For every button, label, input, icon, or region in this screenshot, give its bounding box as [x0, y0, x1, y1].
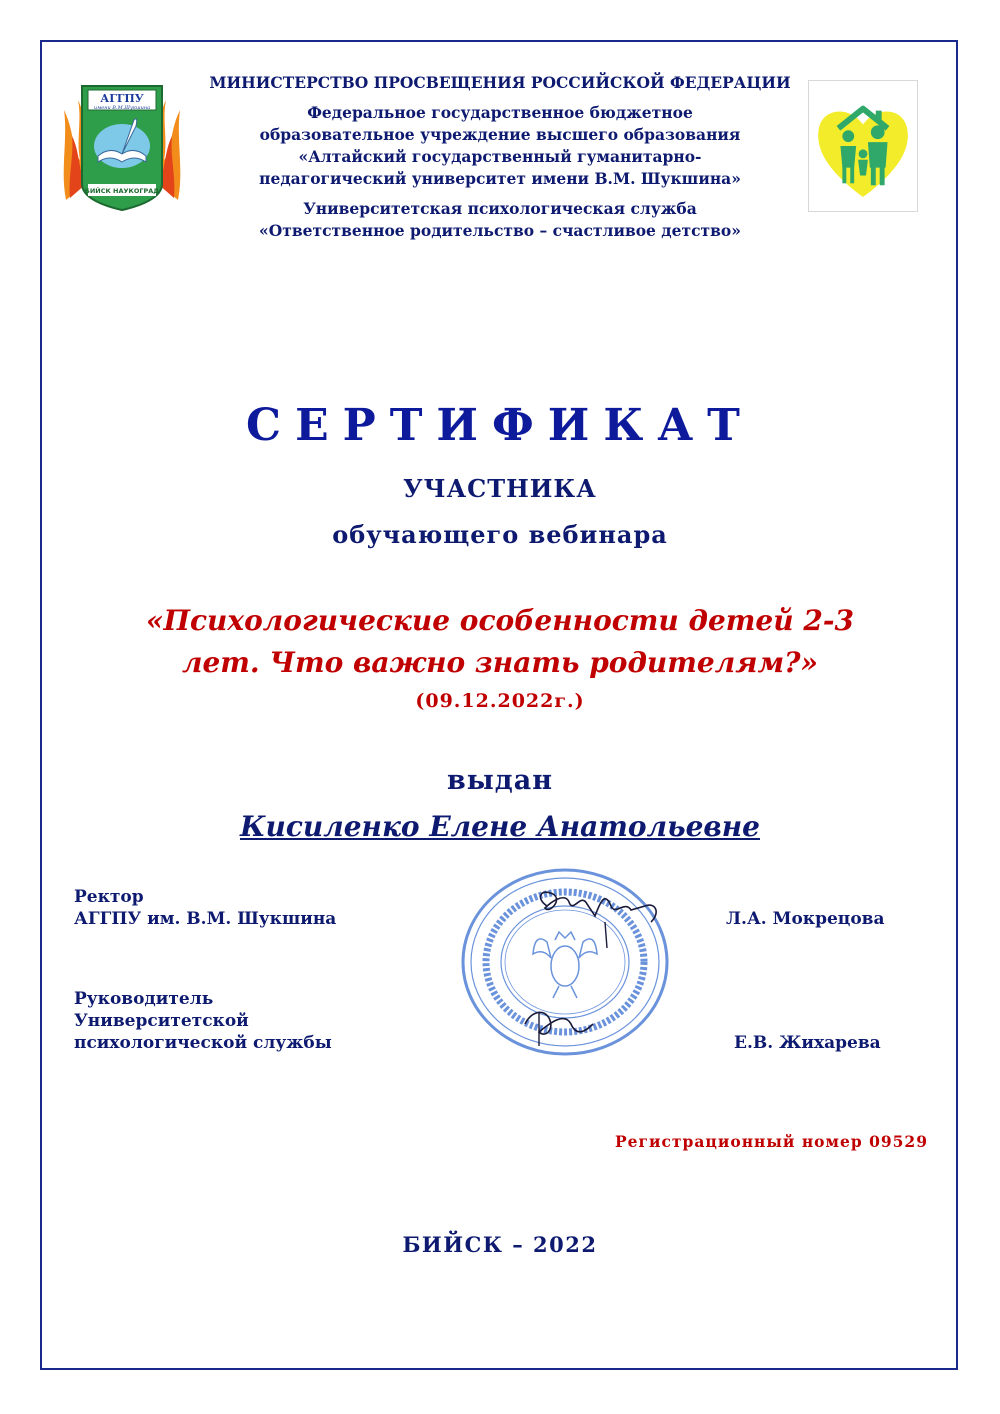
certificate-title: СЕРТИФИКАТ	[246, 400, 754, 451]
service-line: Университетская психологическая служба	[303, 199, 697, 218]
emblem-bottom-text: БИЙСК НАУКОГРАД	[84, 187, 160, 195]
role-line: Ректор	[74, 887, 144, 907]
role-line: Университетской	[74, 1011, 249, 1031]
family-heart-icon	[809, 81, 917, 211]
emblem-top-text: АГГПУ	[100, 92, 144, 105]
family-heart-logo	[808, 80, 918, 212]
institution-line: «Алтайский государственный гуманитарно-	[298, 147, 702, 166]
recipient-name-block	[0, 810, 1000, 843]
service-line: «Ответственное родительство – счастливое детство»	[259, 221, 741, 240]
role-line: Руководитель	[74, 989, 214, 1009]
webinar-date: (09.12.2022г.)	[415, 690, 585, 712]
topic-line: лет. Что важно знать родителям?»	[181, 646, 819, 679]
registration-number: Регистрационный номер 09529	[614, 1132, 928, 1151]
head-role	[74, 988, 332, 1054]
recipient-name: Кисиленко Елене Анатольевне	[239, 810, 760, 843]
city-year: БИЙСК – 2022	[402, 1232, 598, 1257]
role-line: психологической службы	[74, 1033, 332, 1053]
ministry-name: МИНИСТЕРСТВО ПРОСВЕЩЕНИЯ РОССИЙСКОЙ ФЕДЕРАЦИИ	[209, 73, 791, 92]
institution-line: Федеральное государственное бюджетное	[307, 103, 693, 122]
topic-line: «Психологические особенности детей 2-3	[146, 604, 854, 637]
webinar-topic	[80, 600, 920, 684]
emblem-sub-text: имени В.М.Шукшина	[93, 105, 151, 111]
head-name: Е.В. Жихарева	[734, 1033, 881, 1053]
official-seal-stamp	[455, 862, 675, 1062]
subtitle-participant: УЧАСТНИКА	[403, 474, 597, 503]
subtitle-webinar: обучающего вебинара	[332, 520, 668, 549]
institution-line: педагогический университет имени В.М. Шукшина»	[259, 169, 741, 188]
role-line: АГГПУ им. В.М. Шукшина	[74, 909, 337, 929]
rector-role	[74, 886, 336, 930]
rector-name: Л.А. Мокрецова	[726, 909, 885, 929]
institution-line: образовательное учреждение высшего образования	[259, 125, 741, 144]
issued-label: выдан	[446, 765, 554, 796]
